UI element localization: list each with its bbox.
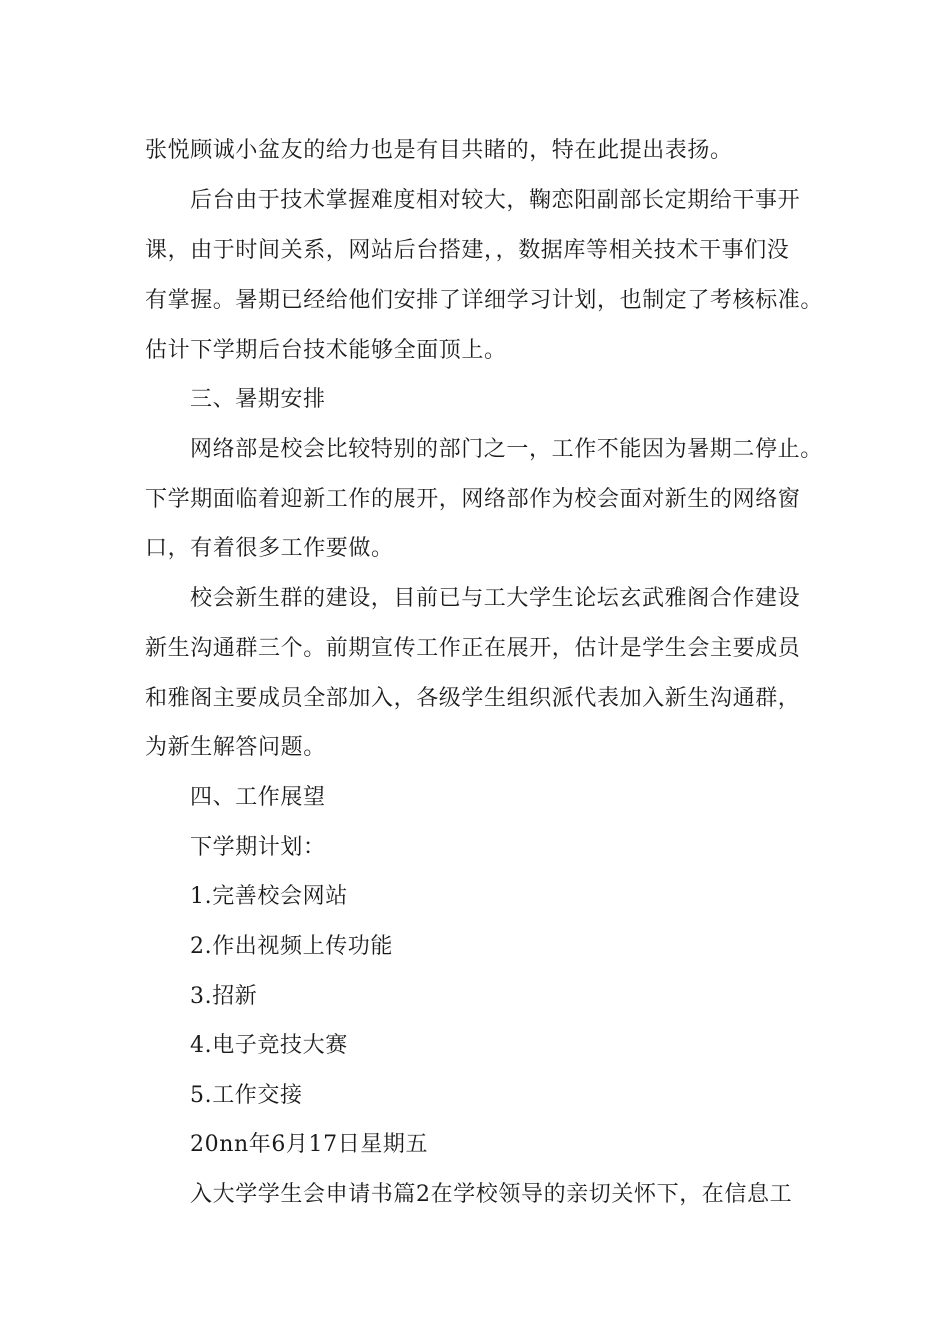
list-item: 4.电子竞技大赛 xyxy=(190,1033,348,1058)
paragraph-line: 入大学学生会申请书篇2在学校领导的亲切关怀下，在信息工 xyxy=(190,1182,793,1207)
paragraph-line: 有掌握。暑期已经给他们安排了详细学习计划，也制定了考核标准。 xyxy=(145,288,824,313)
date-line: 20nn年6月17日星期五 xyxy=(190,1132,429,1157)
paragraph-line: 网络部是校会比较特别的部门之一，工作不能因为暑期二停止。 xyxy=(190,437,823,462)
paragraph-line: 新生沟通群三个。前期宣传工作正在展开，估计是学生会主要成员 xyxy=(145,636,801,661)
paragraph-line: 估计下学期后台技术能够全面顶上。 xyxy=(145,338,507,363)
plan-heading: 下学期计划： xyxy=(190,835,326,860)
paragraph-line: 课，由于时间关系，网站后台搭建，，数据库等相关技术干事们没 xyxy=(145,238,790,263)
section-heading: 三、暑期安排 xyxy=(190,387,326,412)
list-item: 5.工作交接 xyxy=(190,1083,303,1108)
paragraph-line: 口，有着很多工作要做。 xyxy=(145,536,394,561)
section-heading: 四、工作展望 xyxy=(190,785,326,810)
paragraph-line: 和雅阁主要成员全部加入，各级学生组织派代表加入新生沟通群， xyxy=(145,686,801,711)
paragraph-line: 为新生解答问题。 xyxy=(145,735,326,760)
list-item: 3.招新 xyxy=(190,984,258,1009)
paragraph-line: 张悦顾诚小盆友的给力也是有目共睹的，特在此提出表扬。 xyxy=(145,138,733,163)
list-item: 1.完善校会网站 xyxy=(190,884,348,909)
paragraph-line: 校会新生群的建设，目前已与工大学生论坛玄武雅阁合作建设 xyxy=(190,586,801,611)
list-item: 2.作出视频上传功能 xyxy=(190,934,393,959)
paragraph-line: 后台由于技术掌握难度相对较大，鞠恋阳副部长定期给干事开 xyxy=(190,188,801,213)
paragraph-line: 下学期面临着迎新工作的展开，网络部作为校会面对新生的网络窗 xyxy=(145,487,801,512)
